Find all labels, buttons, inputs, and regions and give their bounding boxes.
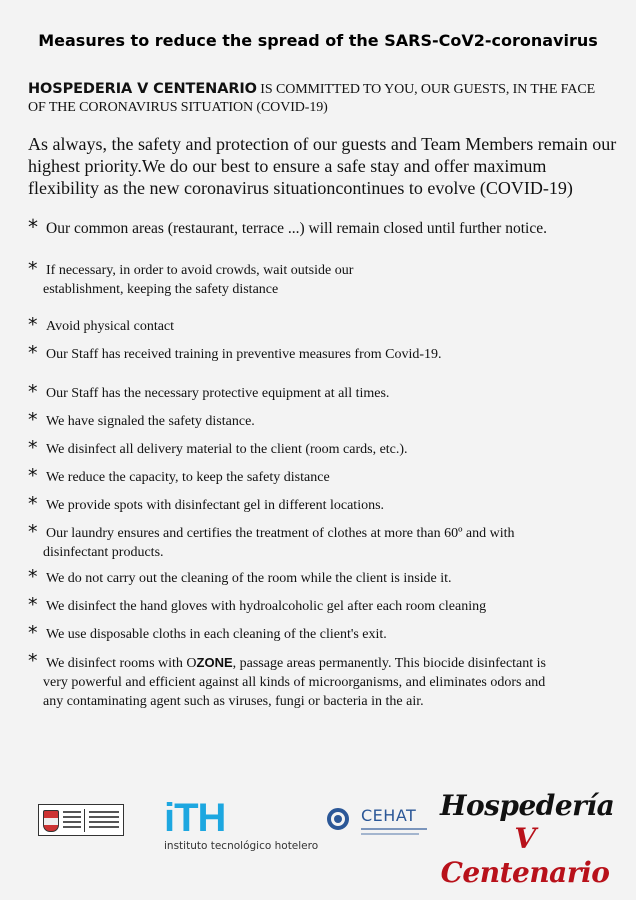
asterisk-bullet: * — [28, 437, 38, 459]
asterisk-bullet: * — [28, 566, 38, 588]
asterisk-bullet: * — [28, 594, 38, 616]
list-item-text-cont: any contaminating agent such as viruses, fungi or bacteria in the air. — [43, 694, 424, 709]
asterisk-bullet: * — [28, 258, 38, 280]
list-item — [28, 622, 608, 644]
cehat-wordmark: CEHAT — [361, 806, 417, 825]
ozone-emphasis: ZONE — [196, 655, 233, 670]
intro-text: IS COMMITTED TO YOU, OUR GUESTS, IN THE FACE OF THE CORONAVIRUS SITUATION (COVID-19) — [28, 82, 596, 115]
asterisk-bullet: * — [28, 465, 38, 487]
ozone-text-suffix: , passage areas permanently. This biocide disinfectant is — [232, 656, 546, 671]
list-item-text: Our common areas (restaurant, terrace ...) will remain closed until further notice. — [46, 220, 547, 237]
list-item-text: Our Staff has the necessary protective equipment at all times. — [46, 386, 390, 401]
list-item — [28, 342, 608, 364]
list-item-text: We provide spots with disinfectant gel in different locations. — [46, 498, 385, 513]
list-item-text — [46, 656, 546, 671]
list-item — [28, 215, 608, 239]
list-item — [28, 381, 608, 403]
list-item — [28, 258, 608, 299]
list-item-text-cont: establishment, keeping the safety distance — [43, 282, 279, 297]
asterisk-bullet: * — [28, 381, 38, 403]
footer-logos — [0, 780, 636, 890]
list-item — [28, 566, 608, 588]
lead-paragraph: As always, the safety and protection of our guests and Team Members remain our highest priority.We do our best to ensure a safe stay and offer maximum flexibility as the new coronavirus situationcontinues to evolve (COVID-19) — [28, 134, 617, 198]
cehat-logo — [327, 806, 427, 840]
list-item-text: Our laundry ensures and certifies the treatment of clothes at more than 60º and with — [46, 526, 515, 541]
asterisk-bullet: * — [28, 215, 38, 239]
list-item-text: We have signaled the safety distance. — [46, 414, 255, 429]
list-item — [28, 521, 608, 562]
government-text-lines — [63, 811, 81, 831]
list-item-text-cont: very powerful and efficient against all kinds of microorganisms, and eliminates odors and — [43, 675, 546, 690]
hospederia-logo — [440, 789, 615, 890]
list-item-text: We use disposable cloths in each cleaning of the client's exit. — [46, 627, 387, 642]
cehat-emblem-icon — [327, 808, 349, 830]
asterisk-bullet: * — [28, 409, 38, 431]
coat-of-arms-icon — [43, 810, 59, 832]
list-item-text: Avoid physical contact — [46, 319, 175, 334]
intro-statement — [28, 80, 613, 117]
list-item — [28, 409, 608, 431]
ith-wordmark: iTH — [164, 796, 226, 840]
hotel-name: HOSPEDERIA V CENTENARIO — [28, 81, 257, 97]
asterisk-bullet: * — [28, 314, 38, 336]
asterisk-bullet: * — [28, 493, 38, 515]
asterisk-bullet: * — [28, 342, 38, 364]
list-item — [28, 594, 608, 616]
hospederia-logo-line2: V Centenario — [440, 822, 610, 889]
ith-logo — [164, 798, 318, 852]
list-item-text: We disinfect the hand gloves with hydroalcoholic gel after each room cleaning — [46, 599, 487, 614]
list-item-text: Our Staff has received training in preventive measures from Covid-19. — [46, 347, 442, 362]
list-item — [28, 465, 608, 487]
ozone-text-prefix: We disinfect rooms with O — [46, 656, 197, 671]
list-item — [28, 437, 608, 459]
page-title: Measures to reduce the spread of the SARS-CoV2-coronavirus — [38, 31, 598, 50]
government-logo — [38, 804, 124, 836]
asterisk-bullet: * — [28, 521, 38, 543]
list-item — [28, 650, 608, 711]
list-item-text: If necessary, in order to avoid crowds, wait outside our — [46, 263, 354, 278]
hospederia-logo-line1: Hospedería — [440, 789, 615, 822]
list-item-text: We reduce the capacity, to keep the safety distance — [46, 470, 330, 485]
ith-subtitle: instituto tecnológico hotelero — [164, 840, 319, 852]
asterisk-bullet: * — [28, 622, 38, 644]
list-item-text-cont: disinfectant products. — [43, 545, 164, 560]
asterisk-bullet: * — [28, 650, 38, 672]
list-item — [28, 314, 608, 336]
list-item-text: We disinfect all delivery material to the client (room cards, etc.). — [46, 442, 408, 457]
list-item — [28, 493, 608, 515]
list-item-text: We do not carry out the cleaning of the room while the client is inside it. — [46, 571, 452, 586]
ministry-text-lines — [89, 811, 119, 831]
